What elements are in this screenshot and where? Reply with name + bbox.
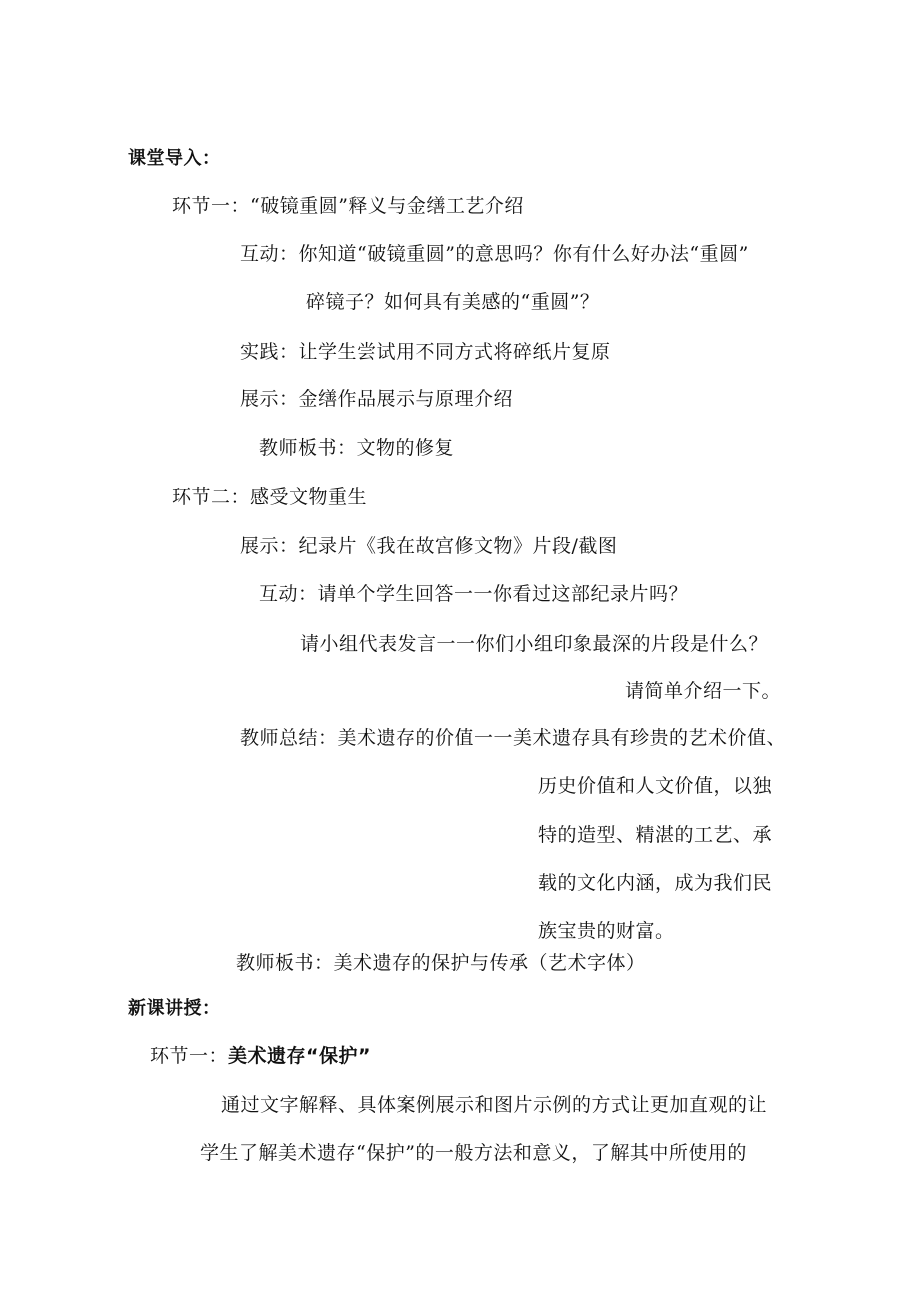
intro-step2-interaction-line3: 请简单介绍一下。 bbox=[625, 680, 782, 702]
intro-step1-board: 教师板书：文物的修复 bbox=[259, 437, 455, 459]
intro-step2-summary-line1: 教师总结：美术遗存的价值一一美术遗存具有珍贵的艺术价值、 bbox=[240, 727, 787, 749]
intro-step2-interaction-line1: 互动：请单个学生回答一一你看过这部纪录片吗？ bbox=[259, 583, 689, 605]
new-lesson-step1-body-line1: 通过文字解释、具体案例展示和图片示例的方式让更加直观的让 bbox=[221, 1094, 768, 1116]
intro-step2-title: 环节二：感受文物重生 bbox=[172, 486, 368, 508]
new-lesson-step1-title bbox=[150, 1043, 371, 1069]
intro-step2-summary-line2: 历史价值和人文价值，以独 bbox=[538, 775, 773, 797]
intro-step2-display: 展示：纪录片《我在故宫修文物》片段/截图 bbox=[240, 535, 618, 557]
intro-step1-title: 环节一：“破镜重圆”释义与金缮工艺介绍 bbox=[172, 195, 524, 217]
new-lesson-heading: 新课讲授： bbox=[128, 998, 221, 1019]
intro-step2-summary-line4: 载的文化内涵，成为我们民 bbox=[538, 872, 773, 894]
intro-step2-interaction-line2: 请小组代表发言一一你们小组印象最深的片段是什么？ bbox=[300, 633, 769, 655]
intro-step1-practice: 实践：让学生尝试用不同方式将碎纸片复原 bbox=[240, 341, 611, 363]
new-lesson-step1-label: 环节一： bbox=[150, 1045, 229, 1067]
intro-step2-summary-line5: 族宝贵的财富。 bbox=[538, 920, 675, 942]
intro-step2-summary-line3: 特的造型、精湛的工艺、承 bbox=[538, 824, 773, 846]
new-lesson-step1-body-line2: 学生了解美术遗存“保护”的一般方法和意义，了解其中所使用的 bbox=[200, 1142, 747, 1164]
intro-step2-board: 教师板书：美术遗存的保护与传承（艺术字体） bbox=[236, 952, 646, 974]
intro-step1-interaction-line1: 互动：你知道“破镜重圆”的意思吗？你有什么好办法“重圆” bbox=[240, 243, 749, 265]
intro-step1-interaction-line2: 碎镜子？如何具有美感的“重圆”？ bbox=[306, 291, 600, 313]
new-lesson-step1-title-bold: 美术遗存“保护” bbox=[228, 1045, 371, 1067]
intro-step1-display: 展示：金缮作品展示与原理介绍 bbox=[240, 388, 514, 410]
intro-heading: 课堂导入： bbox=[128, 148, 221, 169]
